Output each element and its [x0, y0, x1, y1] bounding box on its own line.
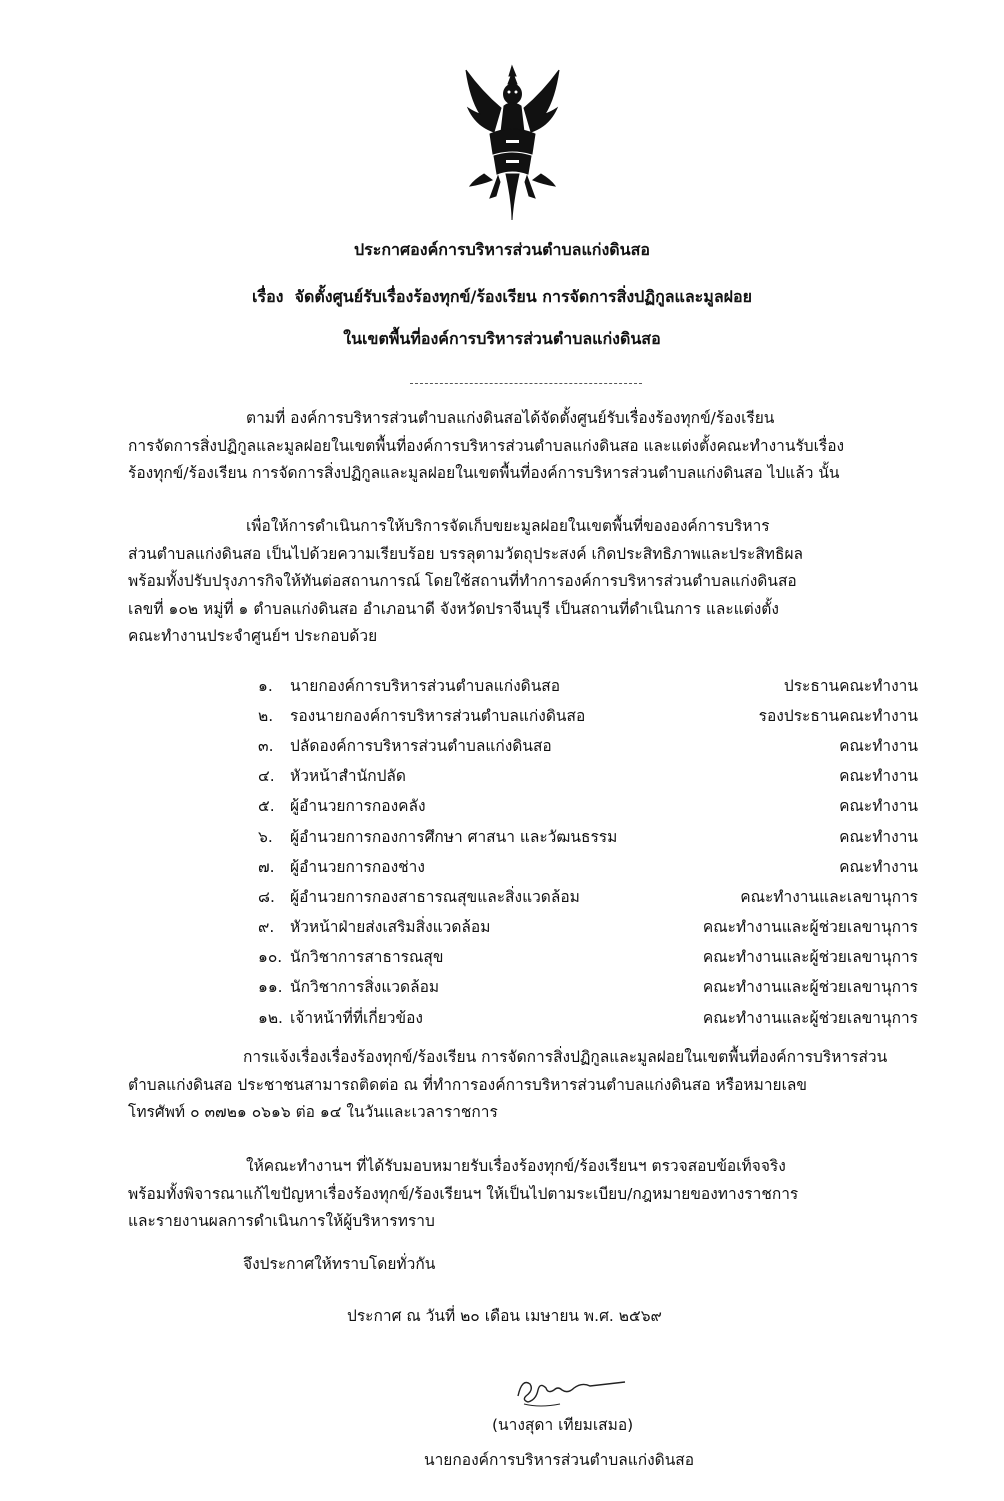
member-number: ๓.: [258, 736, 274, 755]
member-number: ๖.: [258, 827, 273, 846]
paragraph-line: ร้องทุกข์/ร้องเรียน การจัดการสิ่งปฏิกูลและมูลฝอยในเขตพื้นที่องค์การบริหารส่วนตำบลแก่งดินสอ ไปแล้ว นั้น: [128, 464, 840, 482]
paragraph-line: โทรศัพท์ ๐ ๓๗๒๑ ๐๖๑๖ ต่อ ๑๔ ในวันและเวลาราชการ: [128, 1103, 498, 1121]
member-number: ๙.: [258, 918, 275, 937]
paragraph-line: เลขที่ ๑๐๒ หมู่ที่ ๑ ตำบลแก่งดินสอ อำเภอนาดี จังหวัดปราจีนบุรี เป็นสถานที่ดำเนินการ และแต่งตั้ง: [128, 599, 779, 618]
paragraph-line: ตำบลแก่งดินสอ ประชาชนสามารถติดต่อ ณ ที่ทำการองค์การบริหารส่วนตำบลแก่งดินสอ หรือหมายเลข: [128, 1075, 808, 1094]
member-number: ๗.: [258, 857, 275, 876]
list-item: [258, 821, 918, 851]
paragraph-3: [128, 1044, 924, 1127]
member-role: รองประธานคณะทำงาน: [758, 706, 918, 725]
paragraph-line: พร้อมทั้งพิจารณาแก้ไขปัญหาเรื่องร้องทุกข์/ร้องเรียนฯ ให้เป็นไปตามระเบียบ/กฎหมายของทางราชการ: [128, 1184, 799, 1203]
list-item: [258, 791, 918, 821]
paragraph-4: [128, 1153, 924, 1236]
member-role: คณะทำงานและผู้ช่วยเลขานุการ: [702, 948, 918, 967]
committee-member-list: [258, 670, 918, 1032]
member-position: เจ้าหน้าที่ที่เกี่ยวข้อง: [290, 1008, 423, 1027]
announcement-date: ประกาศ ณ วันที่ ๒๐ เดือน เมษายน พ.ศ. ๒๕๖๙: [347, 1307, 662, 1325]
member-position: หัวหน้าสำนักปลัด: [290, 767, 406, 786]
list-item: [258, 670, 918, 700]
subject-label: เรื่อง: [252, 287, 284, 306]
member-role: คณะทำงาน: [839, 736, 918, 755]
member-number: ๒.: [258, 706, 274, 725]
member-position: นักวิชาการสิ่งแวดล้อม: [290, 978, 440, 997]
member-number: ๑๑.: [258, 978, 283, 997]
list-item: [258, 761, 918, 791]
paragraph-line: การจัดการสิ่งปฏิกูลและมูลฝอยในเขตพื้นที่องค์การบริหารส่วนตำบลแก่งดินสอ และแต่งตั้งคณะทำงานรับเรื่อง: [128, 436, 845, 455]
closing-statement: จึงประกาศให้ทราบโดยทั่วกัน: [243, 1255, 436, 1273]
member-role: คณะทำงาน: [839, 857, 918, 876]
member-role: คณะทำงาน: [839, 797, 918, 816]
member-role: คณะทำงาน: [839, 827, 918, 846]
paragraph-2: [128, 513, 924, 651]
list-item: [258, 912, 918, 942]
member-position: ผู้อำนวยการกองคลัง: [290, 797, 426, 816]
paragraph-line: เพื่อให้การดำเนินการให้บริการจัดเก็บขยะมูลฝอยในเขตพื้นที่ขององค์การบริหาร: [246, 517, 770, 535]
member-role: คณะทำงาน: [839, 767, 918, 786]
list-item: [258, 942, 918, 972]
member-number: ๑๐.: [258, 948, 283, 967]
paragraph-1: [128, 405, 924, 488]
member-role: คณะทำงานและเลขานุการ: [740, 887, 918, 906]
member-position: นักวิชาการสาธารณสุข: [290, 948, 444, 967]
paragraph-line: ตามที่ องค์การบริหารส่วนตำบลแก่งดินสอได้จัดตั้งศูนย์รับเรื่องร้องทุกข์/ร้องเรียน: [246, 409, 775, 427]
member-position: หัวหน้าฝ่ายส่งเสริมสิ่งแวดล้อม: [290, 918, 491, 937]
list-item: [258, 700, 918, 730]
list-item: [258, 1002, 918, 1032]
separator-line: [410, 383, 642, 384]
member-position: ผู้อำนวยการกองช่าง: [290, 857, 425, 876]
paragraph-line: ส่วนตำบลแก่งดินสอ เป็นไปด้วยความเรียบร้อย บรรลุตามวัตถุประสงค์ เกิดประสิทธิภาพและประสิทธิผล: [128, 544, 804, 563]
paragraph-line: พร้อมทั้งปรับปรุงภารกิจให้ทันต่อสถานการณ์ โดยใช้สถานที่ทำการองค์การบริหารส่วนตำบลแก่งดินสอ: [128, 572, 797, 590]
member-position: ผู้อำนวยการกองสาธารณสุขและสิ่งแวดล้อม: [290, 887, 580, 906]
paragraph-line: คณะทำงานประจำศูนย์ฯ ประกอบด้วย: [128, 627, 378, 645]
member-role: ประธานคณะทำงาน: [783, 676, 918, 695]
member-position: ปลัดองค์การบริหารส่วนตำบลแก่งดินสอ: [290, 736, 552, 755]
member-number: ๘.: [258, 887, 275, 906]
list-item: [258, 730, 918, 760]
member-role: คณะทำงานและผู้ช่วยเลขานุการ: [702, 918, 918, 937]
paragraph-line: และรายงานผลการดำเนินการให้ผู้บริหารทราบ: [128, 1212, 435, 1230]
announcement-subject-line2: ในเขตพื้นที่องค์การบริหารส่วนตำบลแก่งดินสอ: [343, 329, 661, 348]
paragraph-line: การแจ้งเรื่องเรื่องร้องทุกข์/ร้องเรียน การจัดการสิ่งปฏิกูลและมูลฝอยในเขตพื้นที่องค์การบริหารส่วน: [243, 1048, 888, 1066]
member-number: ๑.: [258, 676, 273, 695]
list-item: [258, 972, 918, 1002]
member-number: ๕.: [258, 797, 275, 816]
member-position: รองนายกองค์การบริหารส่วนตำบลแก่งดินสอ: [290, 706, 586, 725]
paragraph-line: ให้คณะทำงานฯ ที่ได้รับมอบหมายรับเรื่องร้องทุกข์/ร้องเรียนฯ ตรวจสอบข้อเท็จจริง: [246, 1157, 786, 1175]
member-position: ผู้อำนวยการกองการศึกษา ศาสนา และวัฒนธรรม: [290, 827, 618, 846]
subject-text: จัดตั้งศูนย์รับเรื่องร้องทุกข์/ร้องเรียน การจัดการสิ่งปฏิกูลและมูลฝอย: [294, 287, 752, 306]
announcement-title: ประกาศองค์การบริหารส่วนตำบลแก่งดินสอ: [354, 240, 650, 259]
list-item: [258, 851, 918, 881]
signer-title: นายกองค์การบริหารส่วนตำบลแก่งดินสอ: [424, 1451, 695, 1469]
list-item: [258, 881, 918, 911]
signer-name: (นางสุดา เทียมเสมอ): [492, 1416, 634, 1434]
garuda-emblem-icon: [460, 62, 565, 222]
member-position: นายกองค์การบริหารส่วนตำบลแก่งดินสอ: [290, 676, 561, 695]
member-role: คณะทำงานและผู้ช่วยเลขานุการ: [702, 978, 918, 997]
member-role: คณะทำงานและผู้ช่วยเลขานุการ: [702, 1008, 918, 1027]
member-number: ๔.: [258, 767, 275, 786]
member-number: ๑๒.: [258, 1008, 283, 1027]
announcement-subject: [0, 285, 1004, 310]
handwritten-signature-icon: [510, 1370, 630, 1412]
